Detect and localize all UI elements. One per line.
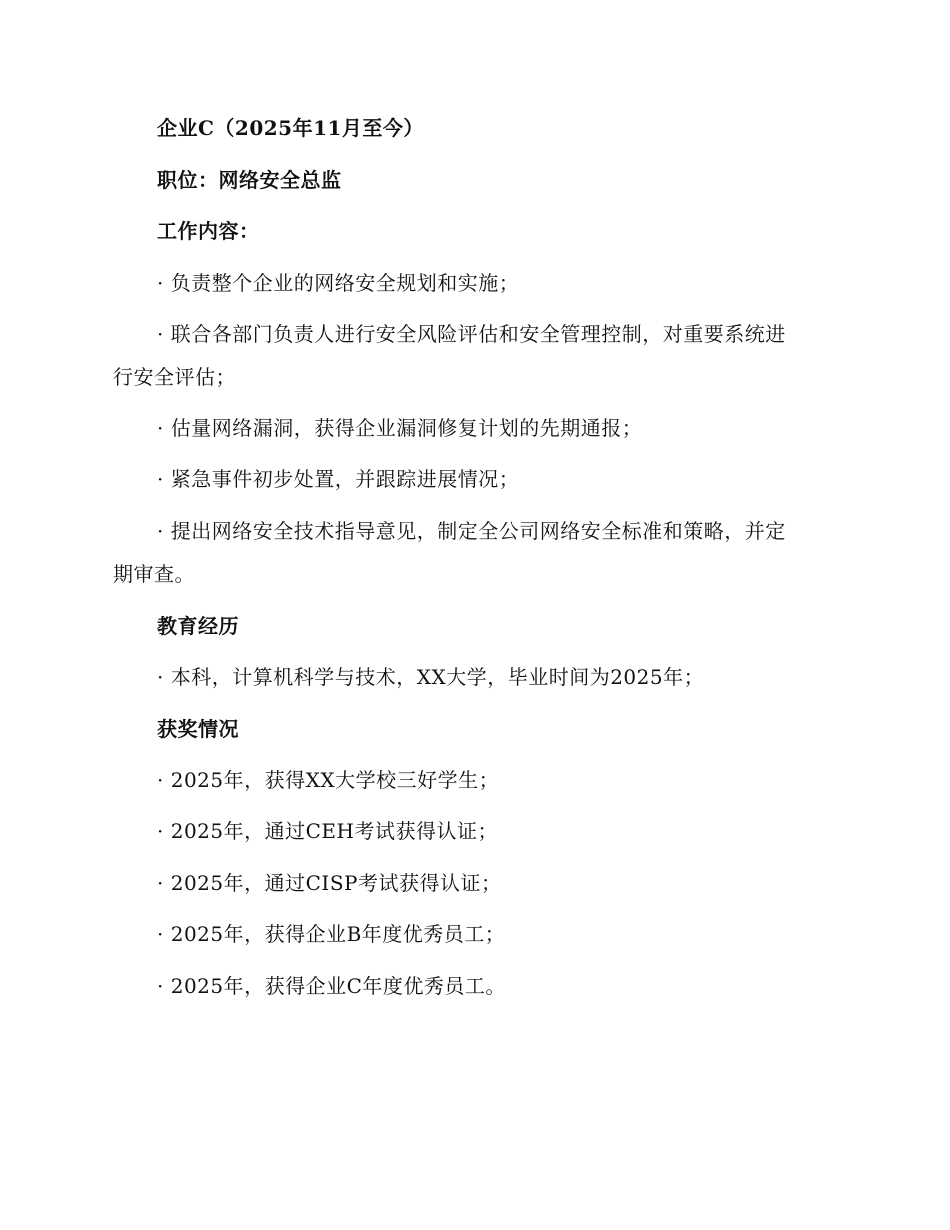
award-item: · 2025年，获得企业B年度优秀员工；: [157, 922, 506, 946]
award-item: · 2025年，通过CEH考试获得认证；: [157, 819, 498, 843]
award-item: · 2025年，通过CISP考试获得认证；: [157, 871, 502, 895]
award-item: · 2025年，获得企业C年度优秀员工。: [157, 974, 506, 998]
duty-item-continuation: 行安全评估；: [113, 365, 236, 389]
position-title: 职位：网络安全总监: [157, 168, 342, 192]
duty-item: · 负责整个企业的网络安全规划和实施；: [157, 271, 520, 295]
education-item: · 本科，计算机科学与技术，XX大学，毕业时间为2025年；: [157, 665, 705, 689]
company-heading: 企业C（2025年11月至今）: [157, 116, 424, 140]
duty-item-continuation: 期审查。: [113, 562, 195, 586]
awards-heading: 获奖情况: [157, 717, 239, 741]
duty-item: · 紧急事件初步处置，并跟踪进展情况；: [157, 467, 520, 491]
duty-item: · 估量网络漏洞，获得企业漏洞修复计划的先期通报；: [157, 416, 643, 440]
award-item: · 2025年，获得XX大学校三好学生；: [157, 768, 500, 792]
duty-item: · 提出网络安全技术指导意见，制定全公司网络安全标准和策略，并定: [157, 519, 786, 543]
duty-item: · 联合各部门负责人进行安全风险评估和安全管理控制，对重要系统进: [157, 322, 786, 346]
education-heading: 教育经历: [157, 614, 239, 638]
duties-heading: 工作内容：: [157, 219, 260, 243]
